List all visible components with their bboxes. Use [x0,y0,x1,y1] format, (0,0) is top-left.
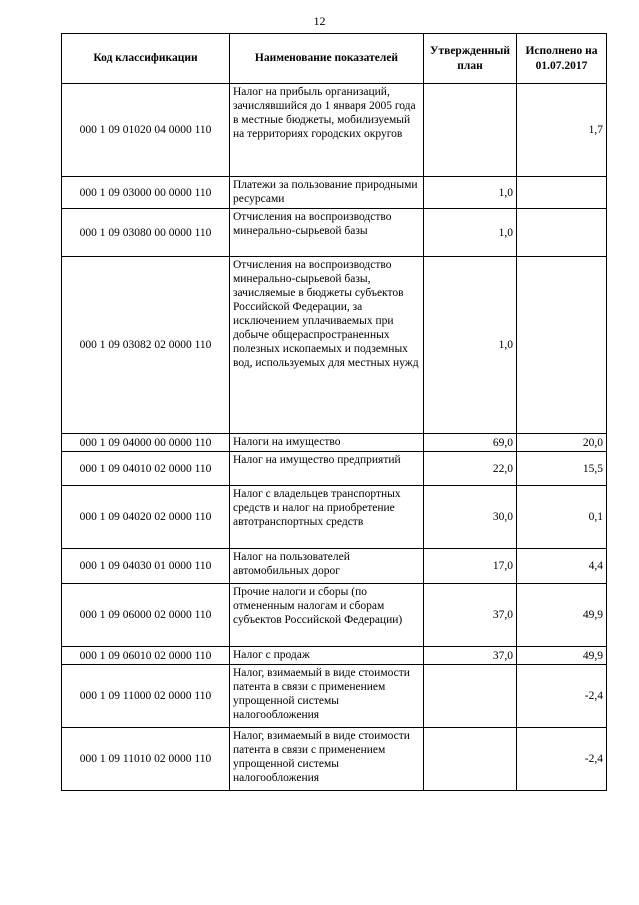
row-plan: 37,0 [424,584,517,647]
revenue-table [61,33,607,791]
row-name: Налоги на имущество [230,434,424,452]
row-code: 000 1 09 03000 00 0000 110 [62,177,230,209]
row-plan: 17,0 [424,549,517,584]
table-row [62,257,607,434]
table-row [62,584,607,647]
row-code: 000 1 09 04000 00 0000 110 [62,434,230,452]
row-name: Налог, взимаемый в виде стоимости патента в связи с применением упрощенной системы налогообложения [230,728,424,791]
row-code: 000 1 09 11000 02 0000 110 [62,665,230,728]
row-name: Платежи за пользование природными ресурсами [230,177,424,209]
row-plan: 37,0 [424,647,517,665]
row-plan: 69,0 [424,434,517,452]
row-plan: 30,0 [424,486,517,549]
row-code: 000 1 09 04030 01 0000 110 [62,549,230,584]
header-name: Наименование показателей [230,34,424,84]
page-number: 12 [313,14,326,28]
table-row [62,452,607,486]
row-executed: 49,9 [517,584,607,647]
row-executed: -2,4 [517,665,607,728]
row-executed [517,209,607,257]
row-plan: 22,0 [424,452,517,486]
table-row [62,647,607,665]
row-plan [424,728,517,791]
row-executed: -2,4 [517,728,607,791]
row-code: 000 1 09 06010 02 0000 110 [62,647,230,665]
row-name: Налог на имущество предприятий [230,452,424,486]
row-plan: 1,0 [424,257,517,434]
row-name: Налог на прибыль организаций, зачислявшийся до 1 января 2005 года в местные бюджеты, мобилизуемый на территориях городских округов [230,84,424,177]
row-name: Налог, взимаемый в виде стоимости патента в связи с применением упрощенной системы налогообложения [230,665,424,728]
table-row [62,665,607,728]
row-code: 000 1 09 06000 02 0000 110 [62,584,230,647]
header-code: Код классификации [62,34,230,84]
table-row [62,84,607,177]
row-plan [424,665,517,728]
header-plan: Утвержденный план [424,34,517,84]
row-plan: 1,0 [424,209,517,257]
row-executed [517,257,607,434]
row-name: Прочие налоги и сборы (по отмененным налогам и сборам субъектов Российской Федерации) [230,584,424,647]
row-executed: 20,0 [517,434,607,452]
row-name: Налог с владельцев транспортных средств и налог на приобретение автотранспортных средств [230,486,424,549]
row-plan [424,84,517,177]
table-row [62,549,607,584]
table-row [62,486,607,549]
row-code: 000 1 09 03080 00 0000 110 [62,209,230,257]
row-executed: 49,9 [517,647,607,665]
table-row [62,209,607,257]
row-executed: 0,1 [517,486,607,549]
row-executed: 1,7 [517,84,607,177]
row-name: Налог с продаж [230,647,424,665]
row-code: 000 1 09 01020 04 0000 110 [62,84,230,177]
table-row [62,434,607,452]
row-executed [517,177,607,209]
row-code: 000 1 09 04010 02 0000 110 [62,452,230,486]
row-name: Налог на пользователей автомобильных дорог [230,549,424,584]
row-plan: 1,0 [424,177,517,209]
row-code: 000 1 09 11010 02 0000 110 [62,728,230,791]
table-row [62,177,607,209]
row-executed: 15,5 [517,452,607,486]
table-header-row [62,34,607,84]
row-name: Отчисления на воспроизводство минерально-сырьевой базы [230,209,424,257]
row-code: 000 1 09 04020 02 0000 110 [62,486,230,549]
row-executed: 4,4 [517,549,607,584]
row-name: Отчисления на воспроизводство минерально-сырьевой базы, зачисляемые в бюджеты субъектов Российской Федерации, за исключением уплачиваемых при добыче общераспространенных полезных ископаемых и подземных вод, используемых для местных нужд [230,257,424,434]
table-row [62,728,607,791]
row-code: 000 1 09 03082 02 0000 110 [62,257,230,434]
header-executed: Исполнено на 01.07.2017 [517,34,607,84]
